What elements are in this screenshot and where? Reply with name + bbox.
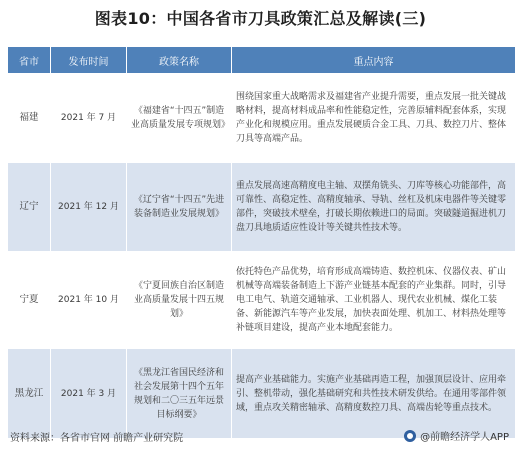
policy-name-cell: 《福建省“十四五”制造业高质量发展专项规划》 [127,74,232,163]
source-note: 资料来源：各省市官网 前瞻产业研究院 [10,433,184,444]
content-cell: 围绕国家重大战略需求及福建省产业提升需要，重点发展一批关键战略材料，提高材料成品率和性能稳定性，完善原辅料配套体系，实现产业化和规模应用。重点发展硬质合金工具、刀具、数控刀片、整体刀具等高端产品。 [232,74,516,163]
date-cell: 2021 年 10 月 [51,252,127,349]
page-title: 图表10：中国各省市刀具政策汇总及解读(三) [94,9,427,28]
content-cell: 依托特色产品优势，培育形成高端铸造、数控机床、仪器仪表、矿山机械等高端装备制造上下游产业链基本配套的产业集群。同时，引导电工电气、轨道交通轴承、工业机器人、现代农业机械、煤化工装备、新能源汽车等产业发展，加快表面处理、机加工、材料热处理等补链项目建设，提高产业本地配套能力。 [232,252,516,349]
policy-name-cell: 《辽宁省“十四五”先进装备制造业发展规划》 [127,163,232,252]
table-row [8,163,516,252]
column-header-policy: 政策名称 [127,47,232,74]
table-row [8,74,516,163]
table-row [8,252,516,349]
province-cell: 福建 [8,74,51,163]
province-cell: 黑龙江 [8,349,51,439]
column-header-date: 发布时间 [51,47,127,74]
date-cell: 2021 年 3 月 [51,349,127,439]
column-header-content: 重点内容 [232,47,516,74]
date-cell: 2021 年 12 月 [51,163,127,252]
date-cell: 2021 年 7 月 [51,74,127,163]
brand-credit [404,428,509,443]
policy-name-cell: 《黑龙江省国民经济和社会发展第十四个五年规划和二〇三五年远景目标纲要》 [127,349,232,439]
province-cell: 宁夏 [8,252,51,349]
province-cell: 辽宁 [8,163,51,252]
column-header-province: 省市 [8,47,51,74]
content-cell: 提高产业基础能力。实施产业基础再造工程，加强顶层设计、应用牵引、整机带动，强化基础研究和共性技术研发供给。在通用零部件领域，重点攻关精密轴承、高精度数控刀具、高端齿轮等重点技术。 [232,349,516,439]
brand-logo-icon [404,430,416,442]
brand-text: @前瞻经济学人APP [420,432,509,443]
table-header-row [8,47,516,74]
policy-name-cell: 《宁夏回族自治区制造业高质量发展十四五规划》 [127,252,232,349]
table-row [8,349,516,439]
policy-table [7,46,516,439]
content-cell: 重点发展高速高精度电主轴、双摆角铣头、刀库等核心功能部件，高可靠性、高稳定性、高精度轴承、导轨、丝杠及机床电器件等关键零部件，突破技术壁垒，打破长期依赖进口的局面。突破隧道掘进机刀盘刀具地质适应性设计等关键共性技术等。 [232,163,516,252]
